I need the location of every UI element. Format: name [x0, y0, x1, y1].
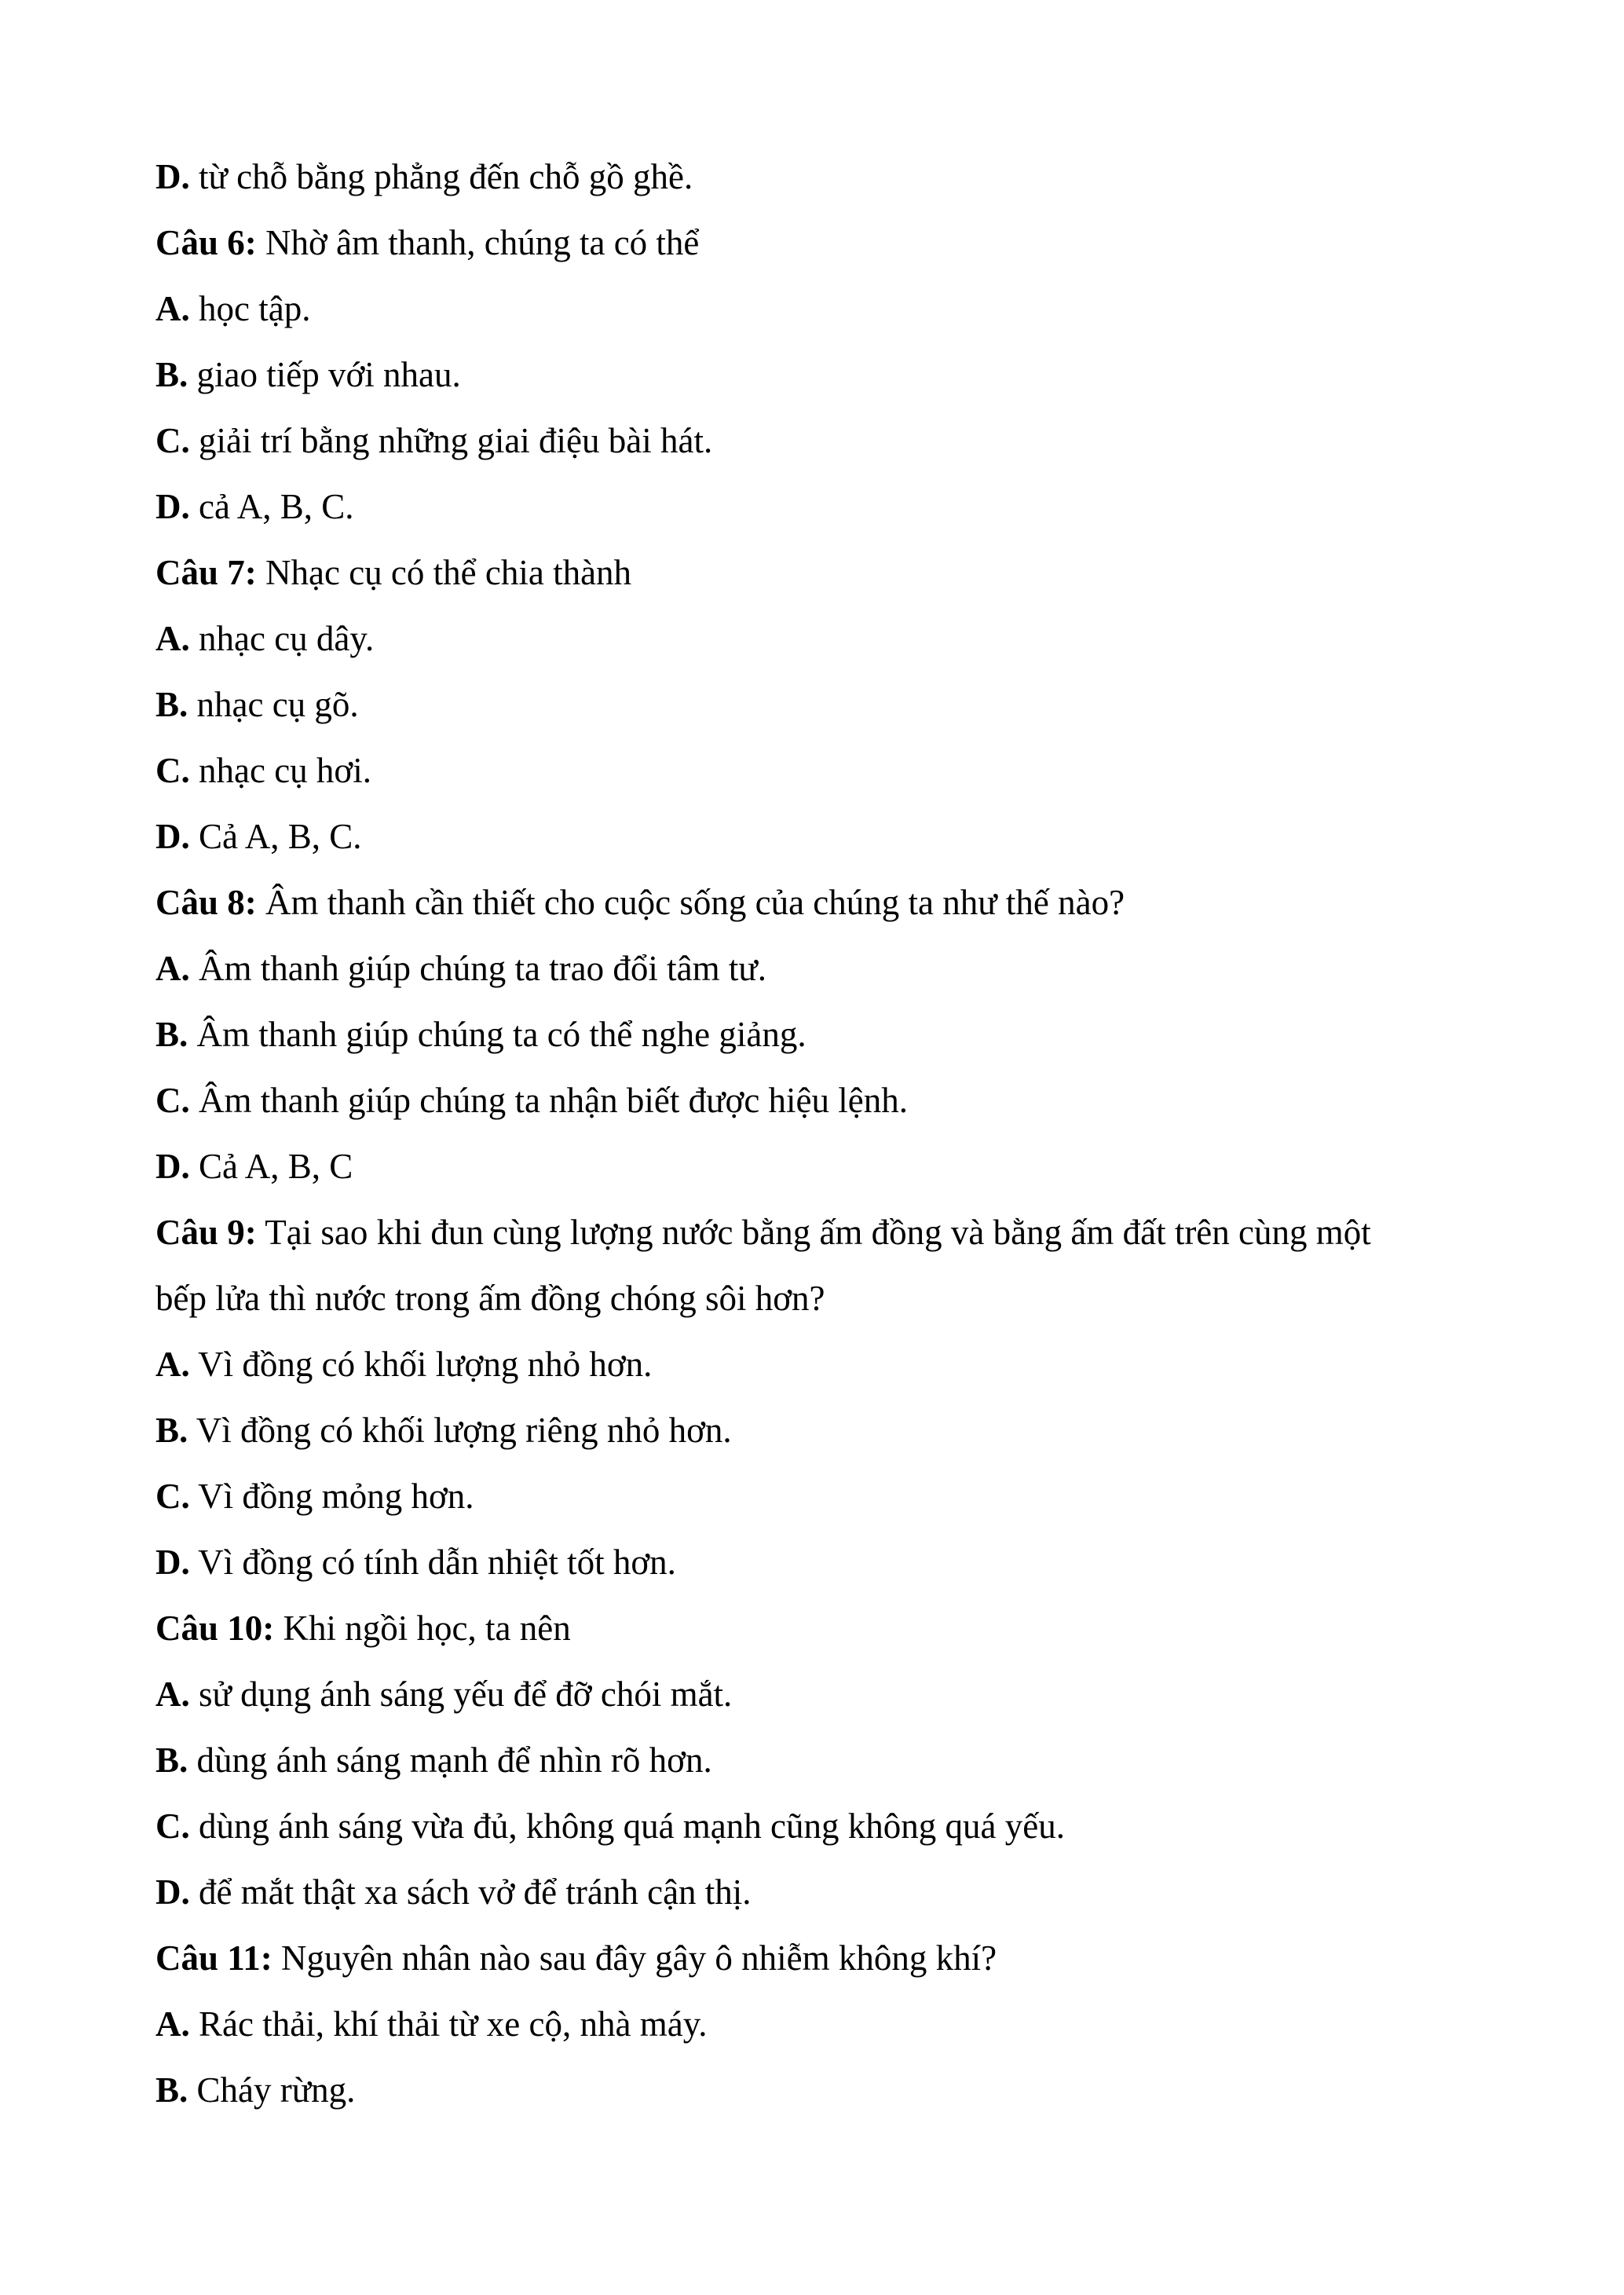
option-d-q7: [155, 813, 1490, 860]
option-label: C.: [155, 751, 190, 790]
option-text: nhạc cụ hơi.: [189, 751, 371, 790]
option-text: Cả A, B, C: [189, 1147, 353, 1186]
option-text: giải trí bằng những giai điệu bài hát.: [189, 421, 713, 460]
option-b-q10: [155, 1737, 1490, 1784]
option-d-q8: [155, 1143, 1490, 1190]
option-text: dùng ánh sáng mạnh để nhìn rõ hơn.: [188, 1740, 712, 1780]
option-text: cả A, B, C.: [189, 487, 354, 526]
option-text: Cháy rừng.: [188, 2070, 356, 2110]
question-7: [155, 549, 1490, 596]
option-label: C.: [155, 1806, 190, 1846]
option-b-q11: [155, 2066, 1490, 2114]
option-a-q10: [155, 1671, 1490, 1718]
option-b-q8: [155, 1011, 1490, 1058]
question-text: Tại sao khi đun cùng lượng nước bằng ấm đồng và bằng ấm đất trên cùng một: [256, 1213, 1371, 1252]
option-text: từ chỗ bằng phẳng đến chỗ gồ ghề.: [189, 157, 693, 196]
option-label: A.: [155, 949, 190, 988]
option-text: để mắt thật xa sách vở để tránh cận thị.: [189, 1872, 752, 1912]
question-9: [155, 1209, 1490, 1256]
option-text: Vì đồng có khối lượng nhỏ hơn.: [189, 1345, 653, 1384]
option-label: D.: [155, 1543, 190, 1582]
option-d-q6: [155, 483, 1490, 530]
question-label: Câu 10:: [155, 1609, 275, 1648]
option-label: A.: [155, 1345, 190, 1384]
option-label: B.: [155, 2070, 188, 2110]
option-text: Âm thanh giúp chúng ta trao đổi tâm tư.: [189, 949, 767, 988]
option-d-q9: [155, 1539, 1490, 1586]
option-a-q11: [155, 2000, 1490, 2048]
option-label: B.: [155, 1411, 188, 1450]
option-c-q7: [155, 747, 1490, 794]
option-text: dùng ánh sáng vừa đủ, không quá mạnh cũng không quá yếu.: [189, 1806, 1065, 1846]
option-text: Rác thải, khí thải từ xe cộ, nhà máy.: [189, 2004, 708, 2044]
question-label: Câu 9:: [155, 1213, 257, 1252]
option-label: B.: [155, 1015, 188, 1054]
option-label: D.: [155, 157, 190, 196]
option-d-q10: [155, 1869, 1490, 1916]
option-label: D.: [155, 1872, 190, 1912]
option-text: Cả A, B, C.: [189, 817, 362, 856]
question-8: [155, 879, 1490, 926]
question-text: Khi ngồi học, ta nên: [274, 1609, 571, 1648]
option-label: C.: [155, 1081, 190, 1120]
question-text: Nhờ âm thanh, chúng ta có thể: [256, 223, 700, 262]
option-text: học tập.: [189, 289, 311, 328]
question-label: Câu 7:: [155, 553, 257, 592]
option-text: Vì đồng có tính dẫn nhiệt tốt hơn.: [189, 1543, 676, 1582]
option-c-q9: [155, 1473, 1490, 1520]
option-label: B.: [155, 1740, 188, 1780]
option-label: A.: [155, 619, 190, 658]
option-b-q7: [155, 681, 1490, 728]
option-label: D.: [155, 1147, 190, 1186]
option-label: B.: [155, 355, 188, 394]
question-6: [155, 219, 1490, 266]
option-a-q7: [155, 615, 1490, 662]
question-10: [155, 1605, 1490, 1652]
option-text: Âm thanh giúp chúng ta nhận biết được hiệu lệnh.: [189, 1081, 908, 1120]
option-label: D.: [155, 817, 190, 856]
option-label: C.: [155, 421, 190, 460]
option-a-q9: [155, 1341, 1490, 1388]
option-text: nhạc cụ dây.: [189, 619, 375, 658]
question-label: Câu 6:: [155, 223, 257, 262]
question-text: Nguyên nhân nào sau đây gây ô nhiễm không khí?: [272, 1938, 997, 1978]
option-c-q6: [155, 417, 1490, 464]
question-text: Âm thanh cần thiết cho cuộc sống của chúng ta như thế nào?: [256, 883, 1125, 922]
question-label: Câu 11:: [155, 1938, 272, 1978]
option-text: giao tiếp với nhau.: [188, 355, 461, 394]
question-text: bếp lửa thì nước trong ấm đồng chóng sôi hơn?: [155, 1279, 825, 1318]
option-c-q8: [155, 1077, 1490, 1124]
option-label: A.: [155, 289, 190, 328]
question-11: [155, 1934, 1490, 1982]
option-text: nhạc cụ gõ.: [188, 685, 359, 724]
question-label: Câu 8:: [155, 883, 257, 922]
option-text: sử dụng ánh sáng yếu để đỡ chói mắt.: [189, 1675, 733, 1714]
option-text: Vì đồng mỏng hơn.: [189, 1477, 474, 1516]
question-text: Nhạc cụ có thể chia thành: [256, 553, 632, 592]
question-9-continued: [155, 1275, 1490, 1322]
option-a-q8: [155, 945, 1490, 992]
option-label: B.: [155, 685, 188, 724]
option-d-q5: [155, 153, 1490, 200]
option-label: D.: [155, 487, 190, 526]
option-label: A.: [155, 2004, 190, 2044]
option-b-q9: [155, 1407, 1490, 1454]
option-a-q6: [155, 285, 1490, 332]
option-label: C.: [155, 1477, 190, 1516]
option-text: Âm thanh giúp chúng ta có thể nghe giảng.: [188, 1015, 807, 1054]
option-text: Vì đồng có khối lượng riêng nhỏ hơn.: [188, 1411, 732, 1450]
option-c-q10: [155, 1803, 1490, 1850]
option-b-q6: [155, 351, 1490, 398]
option-label: A.: [155, 1675, 190, 1714]
